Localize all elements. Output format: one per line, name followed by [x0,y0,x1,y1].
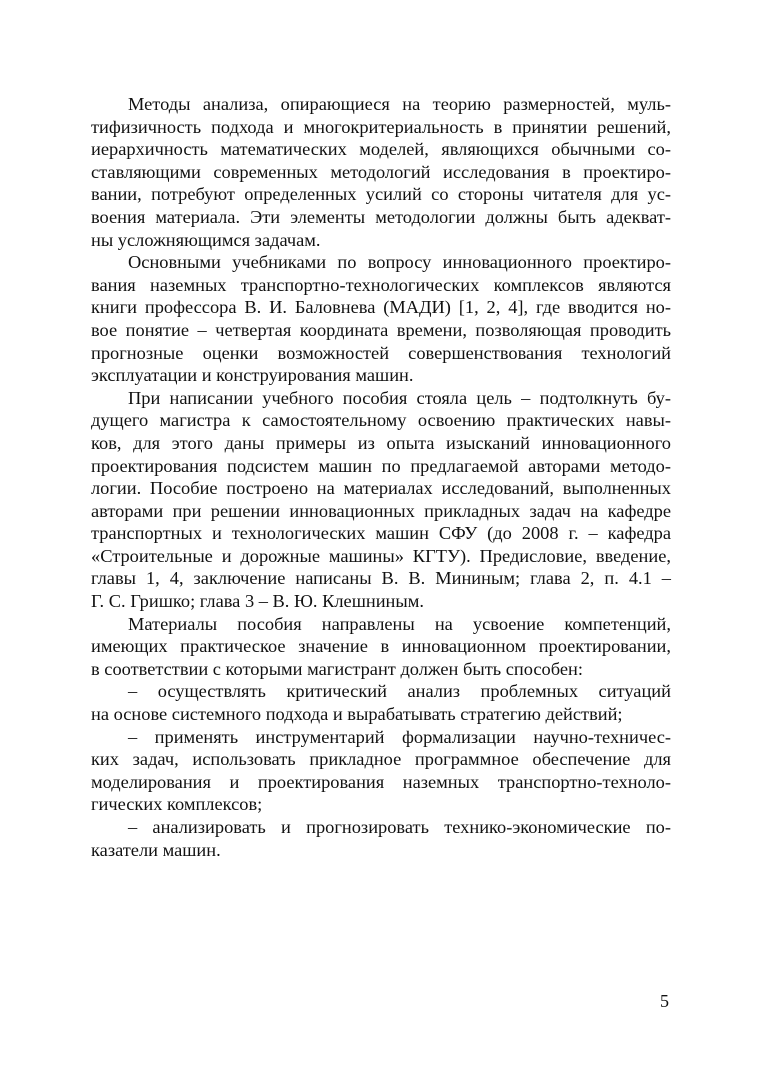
text-line: – осуществлять критический анализ проблемных ситуаций [128,681,671,702]
paragraph-goal [91,387,671,613]
text-line: эксплуатации и конструирования машин. [91,365,414,386]
text-line: логии. Пособие построено на материалах исследований, выполненных [91,478,671,499]
text-line: ких задач, использовать прикладное программное обеспечение для [91,749,671,770]
text-line: ков, для этого даны примеры из опыта изысканий инновационного [91,432,671,453]
text-line: казатели машин. [91,839,221,860]
page-number: 5 [660,991,669,1011]
paragraph-textbooks [91,251,671,387]
text-line: авторами при решении инновационных прикладных задач на кафедре [91,500,671,521]
text-line: тифизичность подхода и многокритериальность в принятии решений, [91,116,671,137]
text-line: Г. С. Гришко; глава 3 – В. Ю. Клешниным. [91,591,424,612]
text-line: «Строительные и дорожные машины» КГТУ). Предисловие, введение, [91,545,671,566]
text-line: ны усложняющимся задачам. [91,229,321,250]
text-line: на основе системного подхода и вырабатывать стратегию действий; [91,704,623,725]
text-line: Основными учебниками по вопросу инновационного проектиро- [128,252,671,273]
paragraph-competencies [91,613,671,681]
text-line: При написании учебного пособия стояла цель – подтолкнуть бу- [128,387,671,408]
text-line: гических комплексов; [91,794,263,815]
text-line: – анализировать и прогнозировать технико-экономические по- [128,817,671,837]
text-line: – применять инструментарий формализации научно-техничес- [128,726,671,747]
text-line: вания наземных транспортно-технологических комплексов являются [91,274,671,295]
text-line: Материалы пособия направлены на усвоение компетенций, [128,613,671,634]
text-line: вое понятие – четвертая координата времени, позволяющая проводить [91,319,671,340]
list-item-forecast [91,816,671,861]
list-item-tools [91,726,671,816]
text-line: моделирования и проектирования наземных транспортно-техноло- [91,771,671,792]
text-line: Методы анализа, опирающиеся на теорию размерностей, муль- [128,94,671,114]
text-line: вании, потребуют определенных усилий со стороны читателя для ус- [91,184,671,205]
text-line: книги профессора В. И. Баловнева (МАДИ) [1, 2, 4], где вводится но- [91,297,671,318]
page-body [91,93,671,861]
text-line: ставляющими современных методологий исследования в проектиро- [91,161,671,182]
text-line: дущего магистра к самостоятельному освоению практических навы- [91,410,671,431]
text-line: проектирования подсистем машин по предлагаемой авторами методо- [91,455,671,476]
text-line: транспортных и технологических машин СФУ (до 2008 г. – кафедра [91,523,671,544]
text-line: воения материала. Эти элементы методологии должны быть адекват- [91,206,671,227]
list-item-analysis [91,680,671,725]
text-line: прогнозные оценки возможностей совершенствования технологий [91,342,671,363]
text-line: имеющих практическое значение в инновационном проектировании, [91,636,671,657]
paragraph-methods [91,93,671,251]
text-line: иерархичность математических моделей, являющихся обычными со- [91,139,671,160]
text-line: главы 1, 4, заключение написаны В. В. Мининым; глава 2, п. 4.1 – [91,568,671,589]
text-line: в соответствии с которыми магистрант должен быть способен: [91,658,583,679]
